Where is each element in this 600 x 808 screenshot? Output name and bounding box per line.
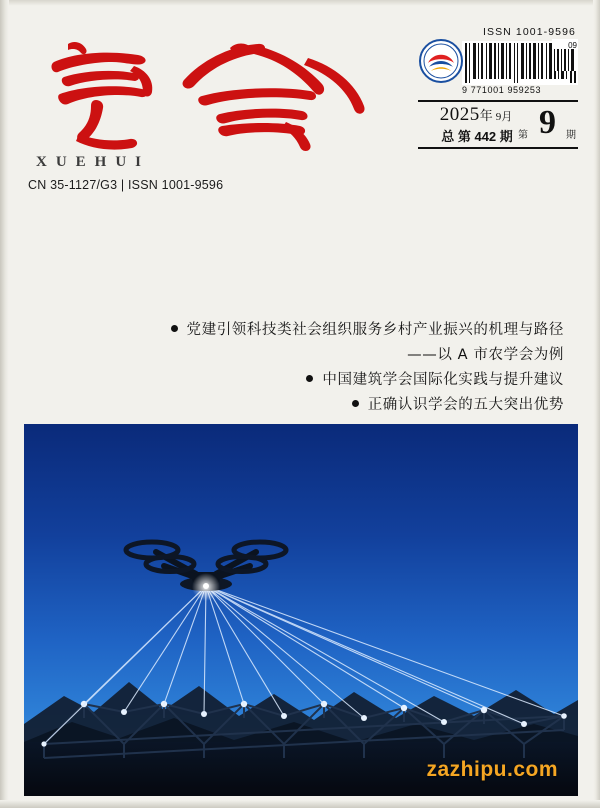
magazine-title-pinyin: XUEHUI (36, 154, 151, 170)
page-edge-left (0, 0, 9, 808)
divider-bottom (418, 147, 578, 149)
headline-item (164, 318, 564, 343)
headline-text: 正确认识学会的五大突出优势 (367, 397, 564, 413)
cover-headlines (164, 318, 564, 418)
issn-label: ISSN 1001-9596 (482, 26, 576, 38)
issue-year (418, 104, 534, 126)
barcode-number: 9 771001 959253 (462, 85, 542, 95)
page-edge-right (593, 0, 600, 808)
page-edge-bottom (0, 800, 600, 808)
issue-year-number: 2025 (439, 104, 480, 125)
bullet-icon (306, 375, 313, 382)
barcode-addon (552, 39, 578, 71)
issue-month: 9月 (495, 111, 513, 123)
barcode-addon-number: 09 (568, 41, 577, 50)
issue-info-block (418, 26, 578, 151)
issn-cn-line: CN 35-1127/G3 | ISSN 1001-9596 (28, 178, 224, 192)
page-edge-top (0, 0, 600, 6)
issue-prefix: 第 (518, 130, 528, 141)
cover-photo (24, 424, 578, 796)
issue-year-suffix: 年 (479, 108, 493, 123)
headline-text: ——以 A 市农学会为例 (407, 347, 564, 363)
headline-text: 中国建筑学会国际化实践与提升建议 (322, 372, 564, 388)
bullet-icon (352, 400, 359, 407)
headline-subitem (164, 343, 564, 368)
magazine-title-logo (34, 22, 374, 152)
bullet-icon (171, 325, 178, 332)
china-association-for-science-and-technology-emblem-icon (418, 38, 464, 84)
watermark: zazhipu.com (426, 758, 558, 781)
headline-text: 党建引领科技类社会组织服务乡村产业振兴的机理与路径 (186, 322, 564, 338)
headline-item (164, 393, 564, 418)
issue-total-label: 总 第 442 期 (441, 129, 513, 144)
issue-number: 9 (539, 104, 556, 141)
masthead (28, 22, 408, 192)
issue-suffix: 期 (566, 130, 576, 141)
divider-top (418, 100, 578, 102)
headline-item (164, 368, 564, 393)
